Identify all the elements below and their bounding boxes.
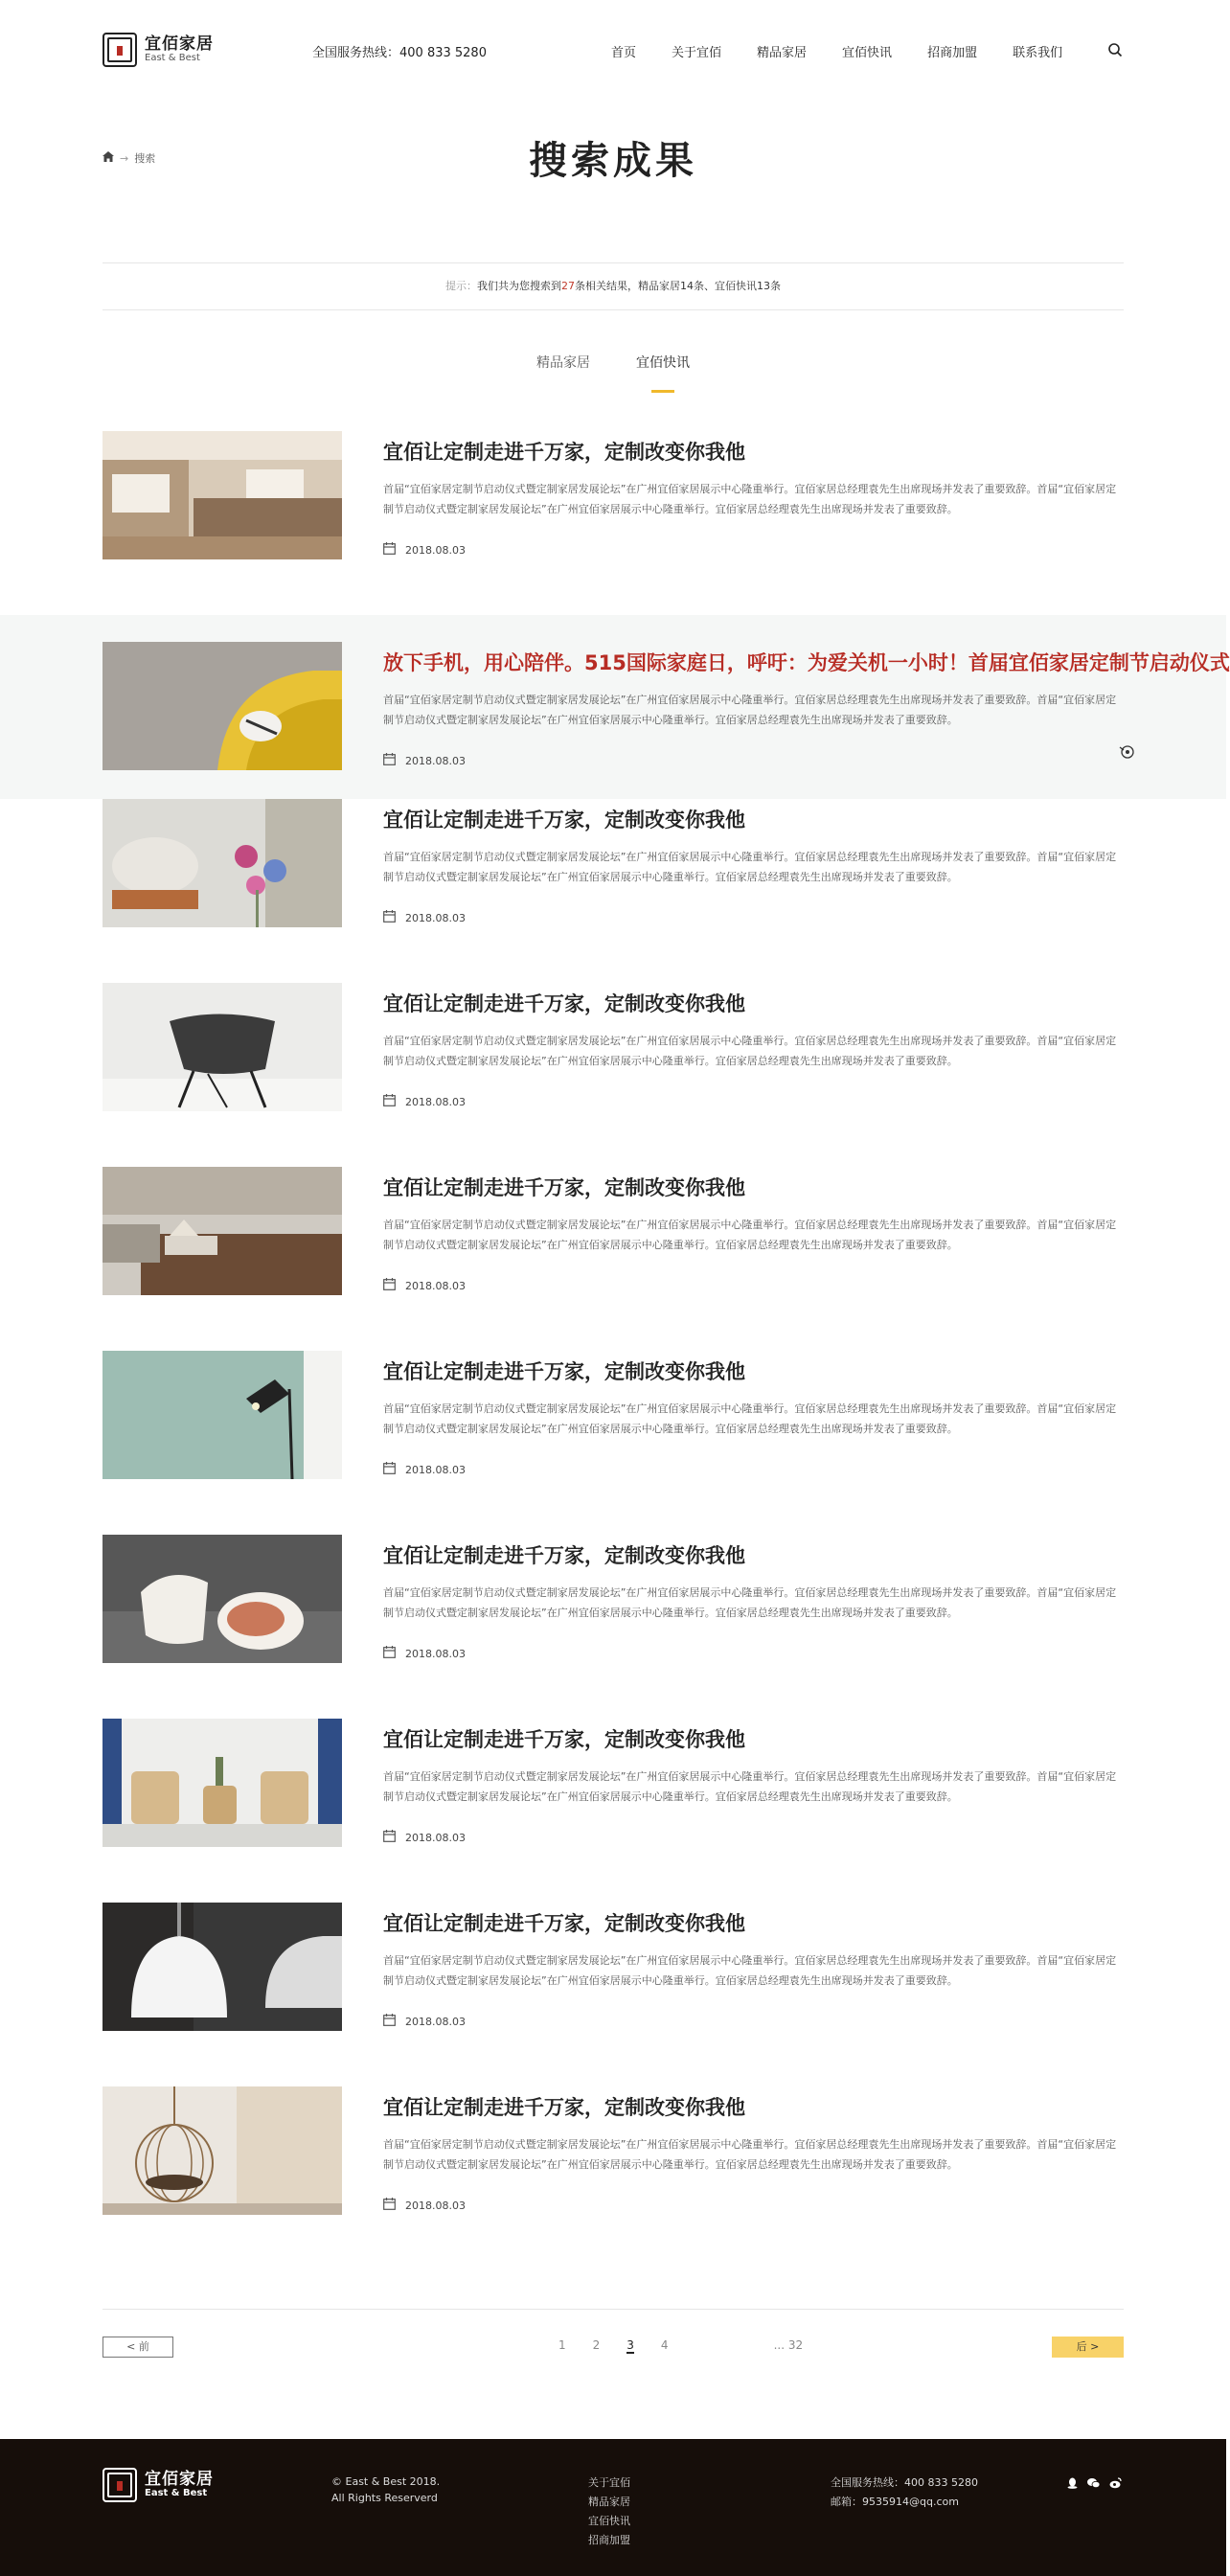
calendar-icon	[383, 1830, 396, 1845]
article-date-text: 2018.08.03	[405, 1647, 466, 1660]
nav-item-franchise[interactable]: 招商加盟	[927, 46, 978, 60]
qq-icon[interactable]	[1067, 2477, 1078, 2493]
article-date	[383, 1830, 466, 1845]
footer-links	[588, 2473, 630, 2550]
brand-name-en: East & Best	[145, 53, 200, 63]
footer-brand-name: 宜佰家居	[145, 2470, 214, 2489]
site-footer	[0, 2439, 1226, 2576]
calendar-icon	[383, 2198, 396, 2213]
article-summary: 首届“宜佰家居定制节启动仪式暨定制家居发展论坛”在广州宜佰家居展示中心隆重举行。宜佰家居总经理袁先生出席现场并发表了重要致辞。首届“宜佰家居定制节启动仪式暨定制家居发展论坛”在广州宜佰家居展示中心隆重举行。宜佰家居总经理袁先生出席现场并发表了重要致辞。	[383, 694, 1117, 726]
tip-count: 27	[561, 280, 575, 292]
site-header	[0, 0, 1226, 100]
social-links	[1067, 2477, 1122, 2493]
article-item[interactable]	[0, 1351, 1226, 1535]
article-date-text: 2018.08.03	[405, 1463, 466, 1476]
article-date-text: 2018.08.03	[405, 543, 466, 557]
footer-brand-name-en: East & Best	[145, 2488, 208, 2498]
article-title[interactable]: 宜佰让定制走进千万家，定制改变你我他	[383, 1544, 745, 1567]
calendar-icon	[383, 753, 396, 768]
calendar-icon	[383, 1094, 396, 1109]
article-item[interactable]	[0, 1535, 1226, 1719]
copyright-line-2: All Rights Reserverd	[331, 2492, 438, 2504]
tab-products[interactable]: 精品家居	[536, 355, 590, 371]
article-thumbnail[interactable]	[102, 1167, 342, 1295]
article-date-text: 2018.08.03	[405, 1831, 466, 1844]
article-date	[383, 1462, 466, 1477]
calendar-icon	[383, 1646, 396, 1661]
hotline-text: 全国服务热线：400 833 5280	[312, 46, 487, 60]
article-item[interactable]	[0, 2086, 1226, 2270]
article-title[interactable]: 宜佰让定制走进千万家，定制改变你我他	[383, 1728, 745, 1751]
weibo-icon[interactable]	[1109, 2477, 1122, 2493]
footer-contact	[831, 2473, 978, 2512]
article-date-text: 2018.08.03	[405, 754, 466, 767]
calendar-icon	[383, 2014, 396, 2029]
article-item[interactable]	[0, 615, 1230, 799]
article-title[interactable]: 宜佰让定制走进千万家，定制改变你我他	[383, 992, 745, 1015]
tip-text-before: 我们共为您搜索到	[477, 280, 561, 292]
footer-link-about[interactable]: 关于宜佰	[588, 2476, 630, 2489]
article-summary: 首届“宜佰家居定制节启动仪式暨定制家居发展论坛”在广州宜佰家居展示中心隆重举行。宜佰家居总经理袁先生出席现场并发表了重要致辞。首届“宜佰家居定制节启动仪式暨定制家居发展论坛”在广州宜佰家居展示中心隆重举行。宜佰家居总经理袁先生出席现场并发表了重要致辞。	[383, 2138, 1117, 2171]
article-summary: 首届“宜佰家居定制节启动仪式暨定制家居发展论坛”在广州宜佰家居展示中心隆重举行。宜佰家居总经理袁先生出席现场并发表了重要致辞。首届“宜佰家居定制节启动仪式暨定制家居发展论坛”在广州宜佰家居展示中心隆重举行。宜佰家居总经理袁先生出席现场并发表了重要致辞。	[383, 1219, 1117, 1251]
article-date	[383, 910, 466, 925]
article-item[interactable]	[0, 799, 1226, 983]
nav-item-about[interactable]: 关于宜佰	[672, 46, 722, 60]
page-link[interactable]: 4	[660, 2338, 669, 2352]
article-date	[383, 753, 466, 768]
copyright	[331, 2473, 440, 2506]
article-title[interactable]: 宜佰让定制走进千万家，定制改变你我他	[383, 1176, 745, 1199]
page-title: 搜索成果	[529, 138, 697, 183]
pagination	[102, 2309, 1124, 2385]
article-thumbnail[interactable]	[102, 983, 342, 1111]
article-title[interactable]: 宜佰让定制走进千万家，定制改变你我他	[383, 809, 745, 832]
prev-page-button[interactable]: < 前	[102, 2337, 173, 2358]
article-thumbnail[interactable]	[102, 1719, 342, 1847]
article-thumbnail[interactable]	[102, 799, 342, 927]
breadcrumb-current: 搜索	[134, 152, 156, 165]
copyright-line-1: © East & Best 2018.	[331, 2475, 441, 2488]
article-thumbnail[interactable]	[102, 1351, 342, 1479]
article-date	[383, 542, 466, 558]
article-item[interactable]	[0, 1719, 1226, 1903]
article-item[interactable]	[0, 1167, 1226, 1351]
calendar-icon	[383, 1278, 396, 1293]
tip-text-after: 条相关结果，精品家居14条、宜佰快讯13条	[575, 280, 781, 292]
article-summary: 首届“宜佰家居定制节启动仪式暨定制家居发展论坛”在广州宜佰家居展示中心隆重举行。宜佰家居总经理袁先生出席现场并发表了重要致辞。首届“宜佰家居定制节启动仪式暨定制家居发展论坛”在广州宜佰家居展示中心隆重举行。宜佰家居总经理袁先生出席现场并发表了重要致辞。	[383, 1035, 1117, 1067]
footer-link-franchise[interactable]: 招商加盟	[588, 2534, 630, 2546]
main-nav	[611, 42, 1098, 60]
article-date	[383, 2198, 466, 2213]
footer-logo[interactable]	[102, 2468, 214, 2502]
nav-item-products[interactable]: 精品家居	[757, 46, 808, 60]
article-date-text: 2018.08.03	[405, 1279, 466, 1292]
next-page-button[interactable]: 后 >	[1052, 2337, 1124, 2358]
page-link-last[interactable]: ... 32	[773, 2338, 804, 2352]
article-date-text: 2018.08.03	[405, 2199, 466, 2212]
page-numbers	[558, 2338, 830, 2354]
article-title[interactable]: 放下手机，用心陪伴。515国际家庭日，呼吁：为爱关机一小时！首届宜佰家居定制节启动仪式	[383, 651, 1230, 674]
article-date	[383, 1646, 466, 1661]
page-link[interactable]: 2	[592, 2338, 601, 2352]
search-icon[interactable]	[1107, 42, 1123, 57]
article-title[interactable]: 宜佰让定制走进千万家，定制改变你我他	[383, 441, 745, 464]
article-thumbnail[interactable]	[102, 431, 342, 559]
article-summary: 首届“宜佰家居定制节启动仪式暨定制家居发展论坛”在广州宜佰家居展示中心隆重举行。宜佰家居总经理袁先生出席现场并发表了重要致辞。首届“宜佰家居定制节启动仪式暨定制家居发展论坛”在广州宜佰家居展示中心隆重举行。宜佰家居总经理袁先生出席现场并发表了重要致辞。	[383, 483, 1117, 515]
footer-hotline: 全国服务热线：400 833 5280	[831, 2476, 978, 2489]
footer-email: 邮箱：9535914@qq.com	[831, 2496, 959, 2508]
calendar-icon	[383, 1462, 396, 1477]
article-date	[383, 1278, 466, 1293]
article-date-text: 2018.08.03	[405, 911, 466, 924]
breadcrumb-arrow: →	[120, 151, 129, 165]
wechat-icon[interactable]	[1087, 2477, 1100, 2493]
article-summary: 首届“宜佰家居定制节启动仪式暨定制家居发展论坛”在广州宜佰家居展示中心隆重举行。宜佰家居总经理袁先生出席现场并发表了重要致辞。首届“宜佰家居定制节启动仪式暨定制家居发展论坛”在广州宜佰家居展示中心隆重举行。宜佰家居总经理袁先生出席现场并发表了重要致辞。	[383, 1770, 1117, 1803]
calendar-icon	[383, 910, 396, 925]
nav-item-contact[interactable]: 联系我们	[1013, 46, 1063, 60]
article-date	[383, 1094, 466, 1109]
logo-icon	[102, 33, 137, 67]
article-date	[383, 2014, 466, 2029]
brand-logo[interactable]	[102, 33, 214, 67]
article-thumbnail[interactable]	[102, 642, 342, 770]
article-date-text: 2018.08.03	[405, 2015, 466, 2028]
article-title[interactable]: 宜佰让定制走进千万家，定制改变你我他	[383, 2096, 745, 2119]
article-title[interactable]: 宜佰让定制走进千万家，定制改变你我他	[383, 1912, 745, 1935]
article-item[interactable]	[0, 983, 1226, 1167]
article-summary: 首届“宜佰家居定制节启动仪式暨定制家居发展论坛”在广州宜佰家居展示中心隆重举行。宜佰家居总经理袁先生出席现场并发表了重要致辞。首届“宜佰家居定制节启动仪式暨定制家居发展论坛”在广州宜佰家居展示中心隆重举行。宜佰家居总经理袁先生出席现场并发表了重要致辞。	[383, 851, 1117, 883]
share-icon[interactable]	[1119, 744, 1136, 764]
article-thumbnail[interactable]	[102, 1903, 342, 2031]
search-result-tip	[102, 262, 1124, 310]
nav-item-news[interactable]: 宜佰快讯	[842, 46, 893, 60]
calendar-icon	[383, 542, 396, 558]
title-block	[0, 100, 1226, 262]
logo-icon	[102, 2468, 137, 2502]
article-summary: 首届“宜佰家居定制节启动仪式暨定制家居发展论坛”在广州宜佰家居展示中心隆重举行。宜佰家居总经理袁先生出席现场并发表了重要致辞。首届“宜佰家居定制节启动仪式暨定制家居发展论坛”在广州宜佰家居展示中心隆重举行。宜佰家居总经理袁先生出席现场并发表了重要致辞。	[383, 1954, 1117, 1987]
tip-label: 提示：	[445, 280, 477, 292]
article-item[interactable]	[0, 1903, 1226, 2086]
article-title[interactable]: 宜佰让定制走进千万家，定制改变你我他	[383, 1360, 745, 1383]
article-summary: 首届“宜佰家居定制节启动仪式暨定制家居发展论坛”在广州宜佰家居展示中心隆重举行。宜佰家居总经理袁先生出席现场并发表了重要致辞。首届“宜佰家居定制节启动仪式暨定制家居发展论坛”在广州宜佰家居展示中心隆重举行。宜佰家居总经理袁先生出席现场并发表了重要致辞。	[383, 1402, 1117, 1435]
article-thumbnail[interactable]	[102, 2086, 342, 2215]
article-thumbnail[interactable]	[102, 1535, 342, 1663]
article-item[interactable]	[0, 431, 1226, 615]
tab-news[interactable]: 宜佰快讯	[636, 353, 690, 393]
article-list	[0, 431, 1230, 2270]
article-date-text: 2018.08.03	[405, 1095, 466, 1108]
brand-name: 宜佰家居	[145, 34, 214, 54]
nav-item-home[interactable]: 首页	[611, 46, 637, 60]
page-link[interactable]: 1	[558, 2338, 566, 2352]
category-tabs	[0, 353, 1226, 393]
footer-link-products[interactable]: 精品家居	[588, 2496, 630, 2508]
article-summary: 首届“宜佰家居定制节启动仪式暨定制家居发展论坛”在广州宜佰家居展示中心隆重举行。宜佰家居总经理袁先生出席现场并发表了重要致辞。首届“宜佰家居定制节启动仪式暨定制家居发展论坛”在广州宜佰家居展示中心隆重举行。宜佰家居总经理袁先生出席现场并发表了重要致辞。	[383, 1586, 1117, 1619]
page-link-current[interactable]: 3	[626, 2338, 634, 2352]
footer-link-news[interactable]: 宜佰快讯	[588, 2515, 630, 2527]
